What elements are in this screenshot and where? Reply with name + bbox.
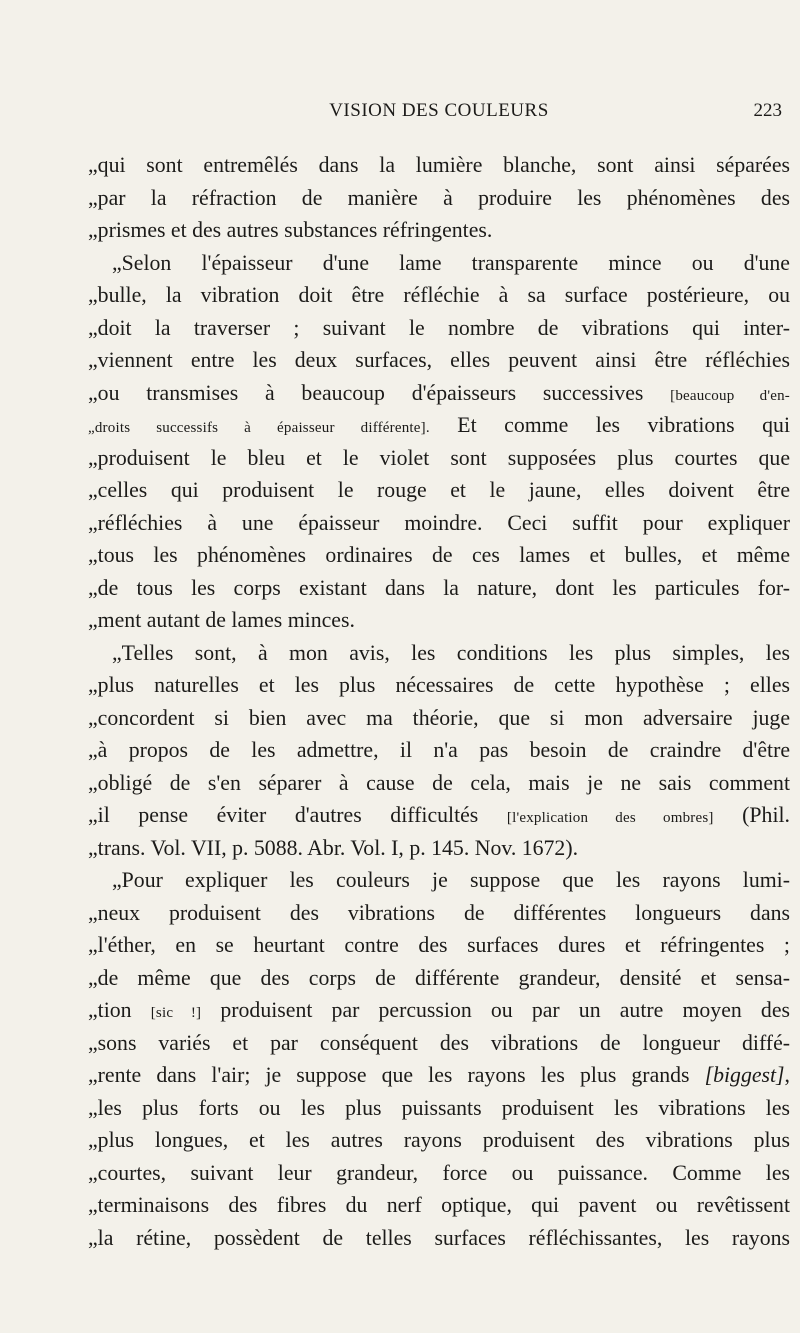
- body-text: [88, 149, 790, 1254]
- line-text: „concordent si bien avec ma théorie, que si mon adversaire juge: [88, 705, 790, 730]
- line-text: „qui sont entremêlés dans la lumière blanche, sont ainsi séparées: [88, 153, 790, 177]
- line-text: produisent par percussion ou par un autre moyen des: [201, 998, 790, 1022]
- line-text: „de même que des corps de différente grandeur, densité et sensa-: [88, 965, 790, 990]
- text-line: [88, 539, 790, 572]
- bracketed-note: [l'explication des ombres]: [506, 810, 714, 826]
- line-text: „rente dans l'air; je suppose que les rayons les plus grands: [88, 1063, 705, 1087]
- line-text: „bulle, la vibration doit être réfléchie à sa surface postérieure, ou: [88, 283, 790, 307]
- text-line: [88, 994, 790, 1027]
- line-text: „par la réfraction de manière à produire les phénomènes des: [88, 185, 790, 210]
- text-line: [88, 637, 790, 670]
- line-text: „celles qui produisent le rouge et le jaune, elles doivent être: [88, 478, 790, 502]
- line-text: „ment autant de lames minces.: [88, 608, 355, 632]
- bracketed-note: [beaucoup d'en-: [670, 387, 791, 404]
- line-text: „l'éther, en se heurtant contre des surfaces dures et réfringentes ;: [88, 933, 790, 957]
- text-line: [88, 832, 790, 865]
- line-text: „prismes et des autres substances réfringentes.: [88, 218, 493, 242]
- line-text: „il pense éviter d'autres difficultés: [88, 803, 507, 827]
- text-line: [88, 1027, 790, 1060]
- text-line: [88, 572, 790, 605]
- text-line: [88, 344, 790, 377]
- text-line: [88, 604, 790, 637]
- text-line: [88, 182, 790, 215]
- line-text: „obligé de s'en séparer à cause de cela, mais je ne sais comment: [88, 770, 790, 795]
- page-number: 223: [753, 100, 782, 121]
- text-line: [88, 897, 790, 930]
- text-line: [88, 312, 790, 345]
- text-line: [88, 377, 790, 410]
- line-text: „Telles sont, à mon avis, les conditions les plus simples, les: [112, 640, 790, 665]
- running-head: [88, 100, 790, 130]
- text-line: [88, 669, 790, 702]
- text-line: [88, 1157, 790, 1190]
- running-title: VISION DES COULEURS: [329, 100, 549, 121]
- line-text: „sons variés et par conséquent des vibrations de longueur diffé-: [88, 1030, 790, 1055]
- text-line: [88, 1189, 790, 1222]
- text-line: [88, 864, 790, 897]
- text-line: [88, 1124, 790, 1157]
- text-line: [88, 247, 790, 280]
- text-line: [88, 279, 790, 312]
- line-text: „doit la traverser ; suivant le nombre de vibrations qui inter-: [88, 315, 790, 340]
- text-line: [88, 507, 790, 540]
- line-text: „viennent entre les deux surfaces, elles peuvent ainsi être réfléchies: [88, 348, 790, 372]
- text-line: [88, 1059, 790, 1092]
- text-line: [88, 474, 790, 507]
- line-text: „plus longues, et les autres rayons produisent des vibrations plus: [88, 1128, 790, 1152]
- line-text: „trans. Vol. VII, p. 5088. Abr. Vol. I, p. 145. Nov. 1672).: [88, 835, 579, 860]
- line-text: „de tous les corps existant dans la nature, dont les particules for-: [88, 575, 790, 600]
- line-text: „la rétine, possèdent de telles surfaces réfléchissantes, les rayons: [88, 1225, 790, 1250]
- line-text: „à propos de les admettre, il n'a pas besoin de craindre d'être: [88, 738, 790, 762]
- text-line: [88, 799, 790, 832]
- line-text: „produisent le bleu et le violet sont supposées plus courtes que: [88, 445, 790, 470]
- text-line: [88, 214, 790, 247]
- text-line: [88, 767, 790, 800]
- text-line: [88, 442, 790, 475]
- line-text: „plus naturelles et les plus nécessaires de cette hypothèse ; elles: [88, 673, 790, 697]
- line-text: „courtes, suivant leur grandeur, force ou puissance. Comme les: [88, 1160, 790, 1185]
- text-line: [88, 702, 790, 735]
- line-text: (Phil.: [713, 803, 791, 827]
- text-line: [88, 962, 790, 995]
- line-text: Et comme les vibrations qui: [429, 413, 790, 437]
- line-text: „neux produisent des vibrations de différentes longueurs dans: [88, 900, 790, 925]
- bracketed-note: [sic !]: [150, 1005, 202, 1021]
- text-line: [88, 149, 790, 182]
- text-line: [88, 409, 790, 442]
- text-line: [88, 1092, 790, 1125]
- text-line: [88, 734, 790, 767]
- line-text: ,: [784, 1063, 790, 1087]
- line-text: „Pour expliquer les couleurs je suppose que les rayons lumi-: [112, 868, 790, 892]
- line-text: „Selon l'épaisseur d'une lame transparente mince ou d'une: [112, 250, 790, 275]
- line-text: „les plus forts ou les plus puissants produisent les vibrations les: [88, 1095, 790, 1120]
- text-line: [88, 929, 790, 962]
- line-text: „ou transmises à beaucoup d'épaisseurs successives: [88, 380, 671, 405]
- text-line: [88, 1222, 790, 1255]
- line-text: „terminaisons des fibres du nerf optique, qui pavent ou revêtissent: [88, 1193, 790, 1217]
- line-text: „tous les phénomènes ordinaires de ces lames et bulles, et même: [88, 543, 790, 567]
- line-text: „réfléchies à une épaisseur moindre. Ceci suffit pour expliquer: [88, 510, 790, 535]
- line-text: „tion: [88, 998, 151, 1022]
- bracketed-note: „droits successifs à épaisseur différente].: [88, 420, 430, 436]
- italic-note: [biggest]: [704, 1063, 785, 1087]
